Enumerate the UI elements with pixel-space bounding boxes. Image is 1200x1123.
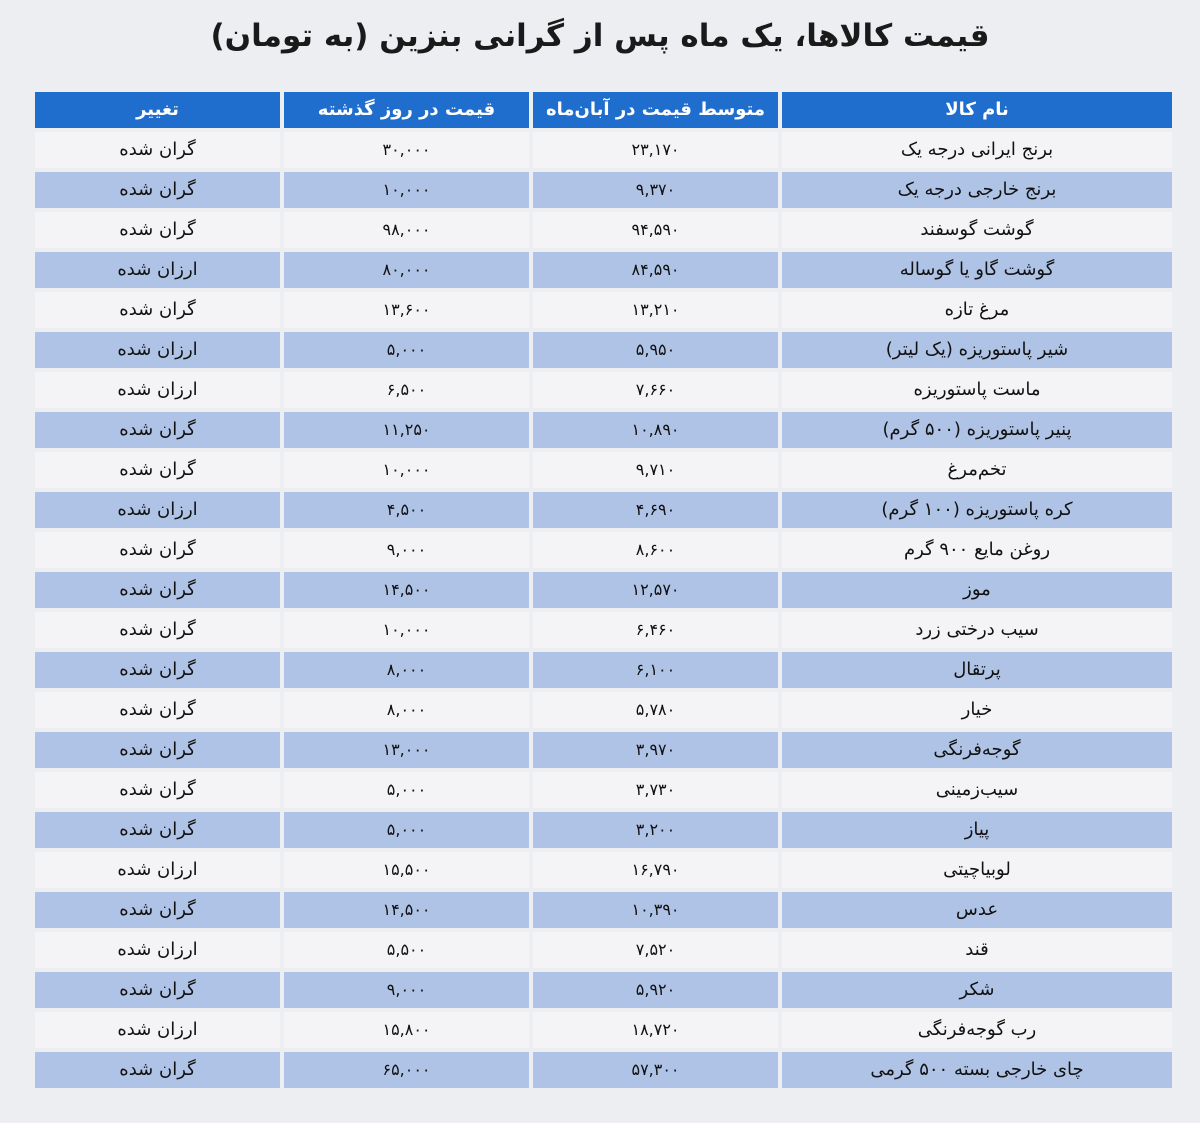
prev-day-price-cell: ۱۴,۵۰۰ xyxy=(284,892,529,928)
item-name-cell: عدس xyxy=(782,892,1172,928)
change-cell: ارزان شده xyxy=(35,492,280,528)
prev-day-price-cell: ۵,۰۰۰ xyxy=(284,332,529,368)
item-name-cell: برنج خارجی درجه یک xyxy=(782,172,1172,208)
item-name-cell: سیب‌زمینی xyxy=(782,772,1172,808)
item-name-cell: پیاز xyxy=(782,812,1172,848)
page-title: قیمت کالاها، یک ماه پس از گرانی بنزین (به تومان) xyxy=(210,18,990,54)
prev-day-price-cell: ۵,۰۰۰ xyxy=(284,812,529,848)
prev-day-price-cell: ۱۳,۰۰۰ xyxy=(284,732,529,768)
item-name-cell: گوجه‌فرنگی xyxy=(782,732,1172,768)
prev-day-price-cell: ۵,۰۰۰ xyxy=(284,772,529,808)
avg-price-cell: ۵,۹۵۰ xyxy=(533,332,778,368)
table-row xyxy=(26,492,1172,528)
change-cell: گران شده xyxy=(35,172,280,208)
table-row xyxy=(26,772,1172,808)
table-row xyxy=(26,692,1172,728)
table-row xyxy=(26,1052,1172,1088)
avg-price-cell: ۵,۷۸۰ xyxy=(533,692,778,728)
item-name-cell: قند xyxy=(782,932,1172,968)
change-cell: گران شده xyxy=(35,772,280,808)
prev-day-price-cell: ۱۵,۸۰۰ xyxy=(284,1012,529,1048)
table-row xyxy=(26,132,1172,168)
avg-price-cell: ۶,۴۶۰ xyxy=(533,612,778,648)
avg-price-cell: ۵۷,۳۰۰ xyxy=(533,1052,778,1088)
avg-price-cell: ۳,۲۰۰ xyxy=(533,812,778,848)
table-row xyxy=(26,332,1172,368)
prev-day-price-cell: ۸۰,۰۰۰ xyxy=(284,252,529,288)
item-name-cell: موز xyxy=(782,572,1172,608)
avg-price-cell: ۹۴,۵۹۰ xyxy=(533,212,778,248)
header-avg-price: متوسط قیمت در آبان‌ماه xyxy=(533,92,778,128)
prev-day-price-cell: ۱۰,۰۰۰ xyxy=(284,172,529,208)
change-cell: گران شده xyxy=(35,812,280,848)
prev-day-price-cell: ۱۱,۲۵۰ xyxy=(284,412,529,448)
prev-day-price-cell: ۱۰,۰۰۰ xyxy=(284,452,529,488)
avg-price-cell: ۷,۵۲۰ xyxy=(533,932,778,968)
table-row xyxy=(26,652,1172,688)
item-name-cell: روغن مایع ۹۰۰ گرم xyxy=(782,532,1172,568)
prev-day-price-cell: ۱۴,۵۰۰ xyxy=(284,572,529,608)
avg-price-cell: ۹,۳۷۰ xyxy=(533,172,778,208)
change-cell: گران شده xyxy=(35,412,280,448)
prev-day-price-cell: ۴,۵۰۰ xyxy=(284,492,529,528)
change-cell: ارزان شده xyxy=(35,332,280,368)
change-cell: ارزان شده xyxy=(35,1012,280,1048)
change-cell: گران شده xyxy=(35,732,280,768)
table-row xyxy=(26,412,1172,448)
avg-price-cell: ۱۰,۸۹۰ xyxy=(533,412,778,448)
table-row xyxy=(26,172,1172,208)
change-cell: ارزان شده xyxy=(35,932,280,968)
item-name-cell: پرتقال xyxy=(782,652,1172,688)
avg-price-cell: ۱۶,۷۹۰ xyxy=(533,852,778,888)
table-row xyxy=(26,292,1172,328)
item-name-cell: چای خارجی بسته ۵۰۰ گرمی xyxy=(782,1052,1172,1088)
change-cell: گران شده xyxy=(35,972,280,1008)
prev-day-price-cell: ۱۵,۵۰۰ xyxy=(284,852,529,888)
table-row xyxy=(26,932,1172,968)
item-name-cell: گوشت گوسفند xyxy=(782,212,1172,248)
avg-price-cell: ۵,۹۲۰ xyxy=(533,972,778,1008)
change-cell: گران شده xyxy=(35,132,280,168)
item-name-cell: شکر xyxy=(782,972,1172,1008)
change-cell: گران شده xyxy=(35,452,280,488)
change-cell: گران شده xyxy=(35,212,280,248)
table-row xyxy=(26,252,1172,288)
item-name-cell: شیر پاستوریزه (یک لیتر) xyxy=(782,332,1172,368)
prev-day-price-cell: ۱۳,۶۰۰ xyxy=(284,292,529,328)
avg-price-cell: ۱۲,۵۷۰ xyxy=(533,572,778,608)
avg-price-cell: ۷,۶۶۰ xyxy=(533,372,778,408)
table-row xyxy=(26,1012,1172,1048)
prev-day-price-cell: ۹۸,۰۰۰ xyxy=(284,212,529,248)
table-row xyxy=(26,452,1172,488)
prev-day-price-cell: ۹,۰۰۰ xyxy=(284,972,529,1008)
change-cell: گران شده xyxy=(35,892,280,928)
prev-day-price-cell: ۶,۵۰۰ xyxy=(284,372,529,408)
change-cell: گران شده xyxy=(35,652,280,688)
avg-price-cell: ۴,۶۹۰ xyxy=(533,492,778,528)
header-prev-day-price: قیمت در روز گذشته xyxy=(284,92,529,128)
change-cell: گران شده xyxy=(35,292,280,328)
avg-price-cell: ۲۳,۱۷۰ xyxy=(533,132,778,168)
table-header-row xyxy=(26,92,1172,128)
item-name-cell: مرغ تازه xyxy=(782,292,1172,328)
table-row xyxy=(26,212,1172,248)
item-name-cell: تخم‌مرغ xyxy=(782,452,1172,488)
avg-price-cell: ۱۳,۲۱۰ xyxy=(533,292,778,328)
avg-price-cell: ۹,۷۱۰ xyxy=(533,452,778,488)
item-name-cell: ماست پاستوریزه xyxy=(782,372,1172,408)
item-name-cell: کره پاستوریزه (۱۰۰ گرم) xyxy=(782,492,1172,528)
table-row xyxy=(26,612,1172,648)
item-name-cell: رب گوجه‌فرنگی xyxy=(782,1012,1172,1048)
table-row xyxy=(26,732,1172,768)
avg-price-cell: ۶,۱۰۰ xyxy=(533,652,778,688)
item-name-cell: سیب درختی زرد xyxy=(782,612,1172,648)
table-row xyxy=(26,892,1172,928)
table-row xyxy=(26,532,1172,568)
change-cell: گران شده xyxy=(35,572,280,608)
change-cell: ارزان شده xyxy=(35,252,280,288)
avg-price-cell: ۳,۷۳۰ xyxy=(533,772,778,808)
item-name-cell: لوبیاچیتی xyxy=(782,852,1172,888)
avg-price-cell: ۳,۹۷۰ xyxy=(533,732,778,768)
prev-day-price-cell: ۹,۰۰۰ xyxy=(284,532,529,568)
change-cell: گران شده xyxy=(35,532,280,568)
change-cell: گران شده xyxy=(35,1052,280,1088)
change-cell: گران شده xyxy=(35,612,280,648)
table-row xyxy=(26,812,1172,848)
item-name-cell: خیار xyxy=(782,692,1172,728)
avg-price-cell: ۸,۶۰۰ xyxy=(533,532,778,568)
item-name-cell: گوشت گاو یا گوساله xyxy=(782,252,1172,288)
change-cell: ارزان شده xyxy=(35,852,280,888)
table-row xyxy=(26,972,1172,1008)
prev-day-price-cell: ۵,۵۰۰ xyxy=(284,932,529,968)
prev-day-price-cell: ۸,۰۰۰ xyxy=(284,692,529,728)
avg-price-cell: ۱۸,۷۲۰ xyxy=(533,1012,778,1048)
avg-price-cell: ۸۴,۵۹۰ xyxy=(533,252,778,288)
header-change: تغییر xyxy=(35,92,280,128)
table-row xyxy=(26,852,1172,888)
price-table xyxy=(26,92,1172,1092)
prev-day-price-cell: ۳۰,۰۰۰ xyxy=(284,132,529,168)
table-row xyxy=(26,372,1172,408)
item-name-cell: برنج ایرانی درجه یک xyxy=(782,132,1172,168)
prev-day-price-cell: ۸,۰۰۰ xyxy=(284,652,529,688)
table-body xyxy=(26,132,1172,1088)
table-row xyxy=(26,572,1172,608)
change-cell: ارزان شده xyxy=(35,372,280,408)
prev-day-price-cell: ۱۰,۰۰۰ xyxy=(284,612,529,648)
prev-day-price-cell: ۶۵,۰۰۰ xyxy=(284,1052,529,1088)
avg-price-cell: ۱۰,۳۹۰ xyxy=(533,892,778,928)
item-name-cell: پنیر پاستوریزه (۵۰۰ گرم) xyxy=(782,412,1172,448)
change-cell: گران شده xyxy=(35,692,280,728)
header-item-name: نام کالا xyxy=(782,92,1172,128)
